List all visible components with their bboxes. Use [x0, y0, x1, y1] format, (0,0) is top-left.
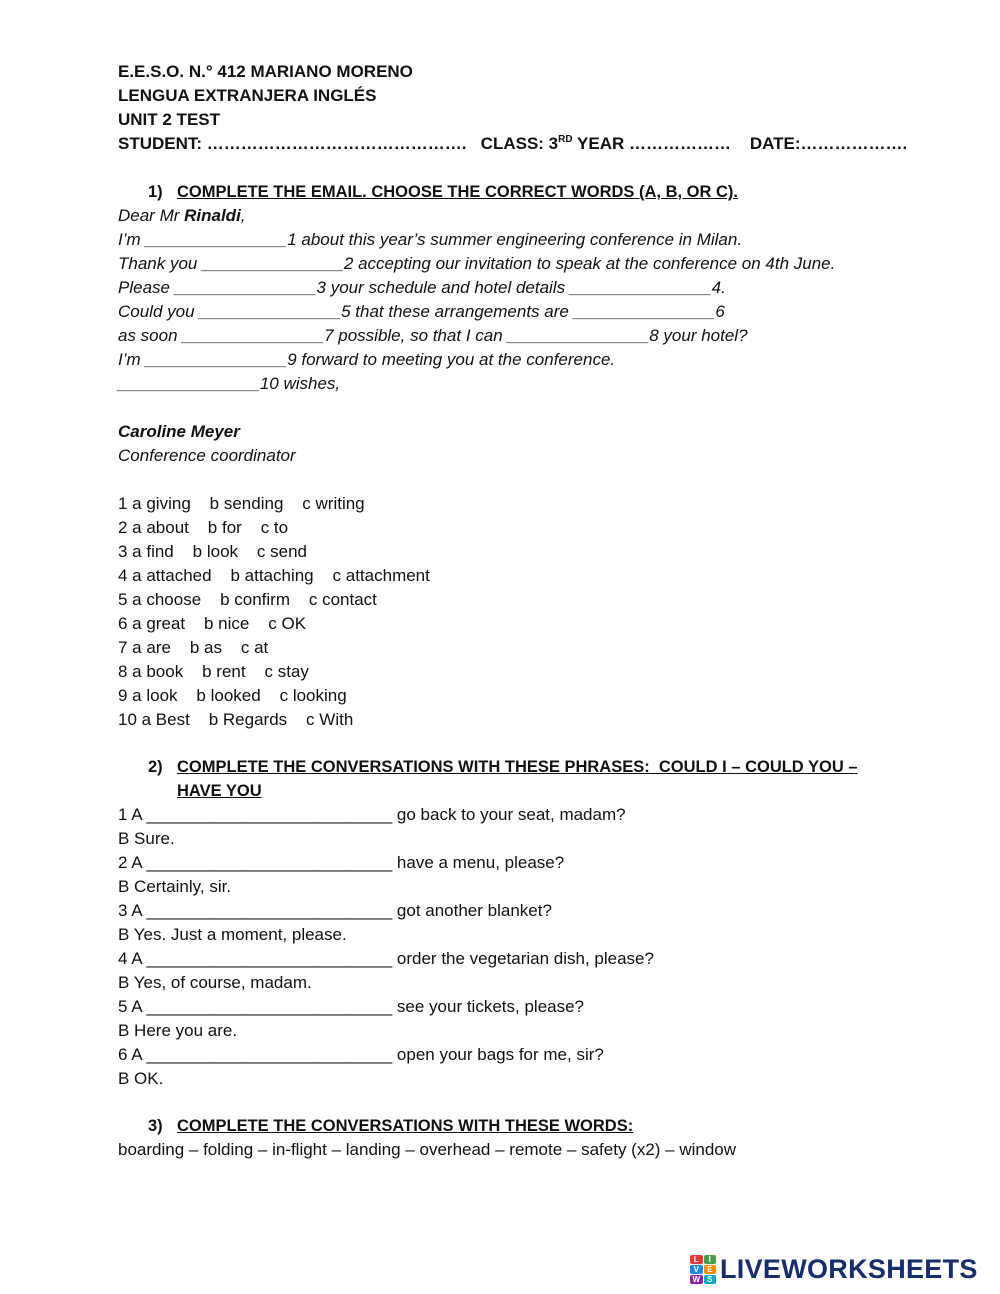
greeting-name: Rinaldi [184, 206, 241, 225]
conversation-line: B Sure. [118, 829, 175, 848]
school-name: E.E.S.O. N.° 412 MARIANO MORENO [118, 62, 413, 81]
option-row: 9 a look b looked c looking [118, 686, 347, 705]
conversation-line[interactable]: 5 A __________________________ see your tickets, please? [118, 997, 585, 1016]
conversation-line: B Certainly, sir. [118, 877, 232, 896]
option-row: 2 a about b for c to [118, 518, 289, 537]
subject-title: LENGUA EXTRANJERA INGLÉS [118, 86, 377, 105]
student-field[interactable]: STUDENT: ………………………………………. [118, 134, 467, 153]
class-superscript: RD [558, 134, 573, 145]
conversation-line[interactable]: 2 A __________________________ have a menu, please? [118, 853, 565, 872]
option-row: 7 a are b as c at [118, 638, 269, 657]
email-line[interactable]: I’m _______________1 about this year’s summer engineering conference in Milan. [118, 230, 743, 249]
unit-title: UNIT 2 TEST [118, 110, 221, 129]
signature-name: Caroline Meyer [118, 422, 240, 441]
section1-title: COMPLETE THE EMAIL. CHOOSE THE CORRECT WORDS (A, B, OR C). [177, 183, 738, 201]
section3-number: 3) [148, 1117, 163, 1135]
student-info-row [118, 134, 907, 154]
logo-block: I [704, 1255, 717, 1264]
email-line[interactable]: I’m _______________9 forward to meeting you at the conference. [118, 350, 616, 369]
option-row: 8 a book b rent c stay [118, 662, 309, 681]
option-row: 6 a great b nice c OK [118, 614, 307, 633]
logo-block: W [690, 1275, 703, 1284]
date-field[interactable]: DATE:………………. [749, 134, 908, 153]
class-label: CLASS: 3 [480, 134, 559, 153]
logo-block: E [704, 1265, 717, 1274]
option-row: 5 a choose b confirm c contact [118, 590, 377, 609]
greeting-suffix: , [240, 206, 246, 225]
section2-title-line1: COMPLETE THE CONVERSATIONS WITH THESE PHRASES: COULD I – COULD YOU – [177, 758, 858, 776]
section3-title: COMPLETE THE CONVERSATIONS WITH THESE WORDS: [177, 1117, 634, 1135]
conversation-line[interactable]: 3 A __________________________ got another blanket? [118, 901, 552, 920]
conversation-line: B Yes. Just a moment, please. [118, 925, 347, 944]
option-row: 4 a attached b attaching c attachment [118, 566, 430, 585]
logo-block: L [690, 1255, 703, 1264]
conversation-line: B OK. [118, 1069, 164, 1088]
liveworksheets-logo-text: LIVEWORKSHEETS [720, 1253, 978, 1284]
email-line[interactable]: as soon _______________7 possible, so that I can _______________8 your hotel? [118, 326, 748, 345]
word-bank: boarding – folding – in-flight – landing – overhead – remote – safety (x2) – window [118, 1140, 737, 1159]
signature-role: Conference coordinator [118, 446, 296, 465]
conversation-line[interactable]: 4 A __________________________ order the vegetarian dish, please? [118, 949, 654, 968]
option-row: 1 a giving b sending c writing [118, 494, 365, 513]
greeting-prefix: Dear Mr [118, 206, 185, 225]
conversation-line: B Yes, of course, madam. [118, 973, 312, 992]
email-line[interactable]: Could you _______________5 that these arrangements are _______________6 [118, 302, 725, 321]
email-line[interactable]: Please _______________3 your schedule and hotel details _______________4. [118, 278, 726, 297]
option-row: 10 a Best b Regards c With [118, 710, 354, 729]
email-greeting [118, 206, 246, 226]
section1-number: 1) [148, 183, 163, 201]
liveworksheets-logo-icon [690, 1255, 716, 1283]
logo-block: V [690, 1265, 703, 1274]
class-rest: YEAR ……………… [572, 134, 731, 153]
conversation-line: B Here you are. [118, 1021, 238, 1040]
option-row: 3 a find b look c send [118, 542, 308, 561]
liveworksheets-logo [690, 1253, 978, 1285]
conversation-line[interactable]: 1 A __________________________ go back to your seat, madam? [118, 805, 626, 824]
conversation-line[interactable]: 6 A __________________________ open your bags for me, sir? [118, 1045, 604, 1064]
section2-number: 2) [148, 758, 163, 776]
email-line[interactable]: Thank you _______________2 accepting our invitation to speak at the conference on 4th June. [118, 254, 836, 273]
section2-title-line2: HAVE YOU [177, 782, 262, 800]
class-field[interactable] [481, 134, 731, 153]
logo-block: S [704, 1275, 717, 1284]
email-line[interactable]: _______________10 wishes, [118, 374, 341, 393]
